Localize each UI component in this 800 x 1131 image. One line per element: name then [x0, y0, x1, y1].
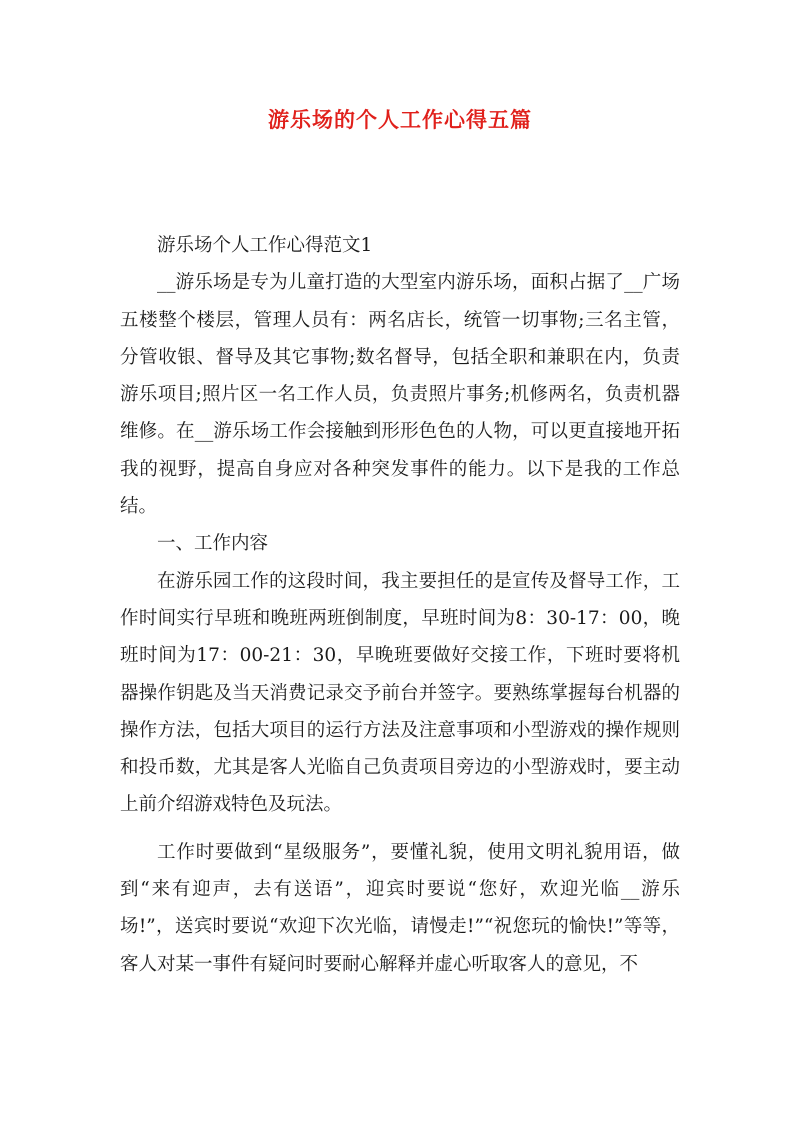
- paragraph-intro: __游乐场是专为儿童打造的大型室内游乐场，面积占据了__广场五楼整个楼层，管理人员有：两名店长，统管一切事物;三名主管，分管收银、督导及其它事物;数名督导，包括全职和兼职在内，负责游乐项目;照片区一名工作人员，负责照片事务;机修两名，负责机器维修。在__游乐场工作会接触到形形色色的人物，可以更直接地开拓我的视野，提高自身应对各种突发事件的能力。以下是我的工作总结。: [120, 272, 680, 518]
- document-title: 游乐场的个人工作心得五篇: [268, 107, 532, 132]
- document-body: [120, 227, 680, 983]
- paragraph-service: 工作时要做到“星级服务”，要懂礼貌，使用文明礼貌用语，做到“来有迎声，去有送语”，迎宾时要说“您好，欢迎光临__游乐场!”，送宾时要说“欢迎下次光临，请慢走!”“祝您玩的愉快!”等等，客人对某一事件有疑问时要耐心解释并虚心听取客人的意见，不: [120, 841, 680, 975]
- paragraph-work-content: 在游乐园工作的这段时间，我主要担任的是宣传及督导工作，工作时间实行早班和晚班两班倒制度，早班时间为8：30-17：00，晚班时间为17：00-21：30，早晚班要做好交接工作，下班时要将机器操作钥匙及当天消费记录交予前台并签字。要熟练掌握每台机器的操作方法，包括大项目的运行方法及注意事项和小型游戏的操作规则和投币数，尤其是客人光临自己负责项目旁边的小型游戏时，要主动上前介绍游戏特色及玩法。: [120, 570, 680, 816]
- section-heading-work-content: 一、工作内容: [157, 533, 269, 555]
- section-heading-sample-1: 游乐场个人工作心得范文1: [157, 235, 373, 256]
